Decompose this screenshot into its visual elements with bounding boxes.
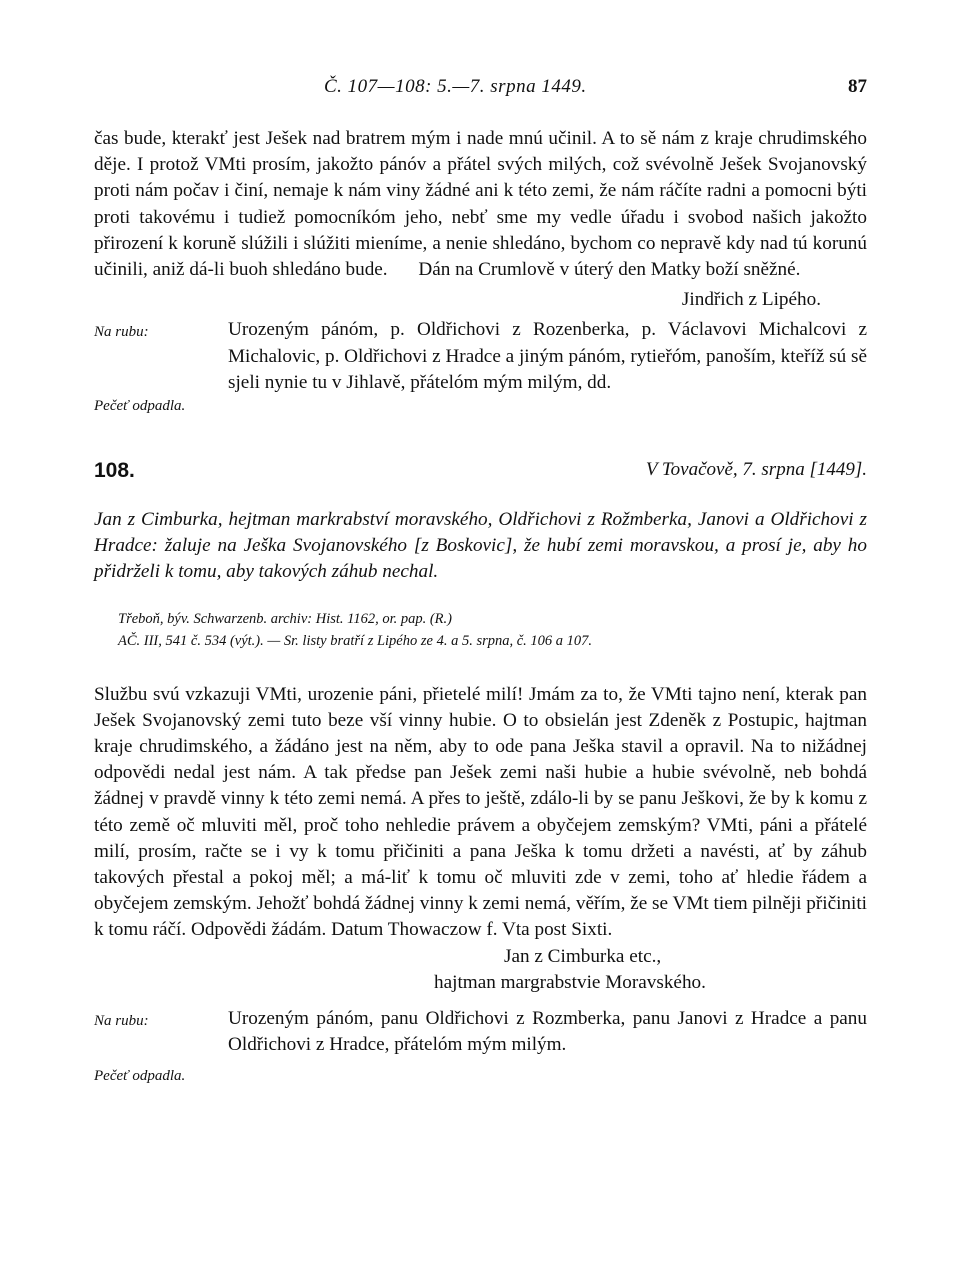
doc107-body — [94, 126, 867, 283]
doc107-seal-note: Pečeť odpadla. — [94, 398, 186, 415]
doc108-archive — [94, 608, 867, 652]
doc108-signature-line2: hajtman margrabstvie Moravského. — [434, 971, 706, 993]
doc108-heading — [94, 459, 867, 493]
doc108-signature-line1: Jan z Cimburka etc., — [504, 945, 662, 967]
doc107-rubu-text: Urozeným pánóm, p. Oldřichovi z Rozenberka, p. Václavovi Michalcovi z Michalovic, p. Oldřichovi z Hradce a jiným pánóm, rytieřóm, panoším, kteříž sú sě sjeli nynie tu v Jihlavě, přátelóm mým milým, dd. — [228, 319, 867, 393]
doc107-dated: Dán na Crumlově v úterý den Matky boží sněžné. — [418, 259, 801, 281]
running-title: Č. 107—108: 5.—7. srpna 1449. — [324, 76, 587, 97]
doc108-rubu — [94, 1006, 867, 1058]
doc107-signature: Jindřich z Lipého. — [681, 289, 821, 311]
running-head — [94, 76, 867, 106]
doc108-rubu-label: Na rubu: — [94, 1013, 149, 1030]
page — [94, 76, 867, 1085]
doc107-rubu-label: Na rubu: — [94, 324, 149, 341]
doc108-text: Službu svú vzkazuji VMti, urozenie páni, přietelé milí! Jmám za to, že VMti tajno není, kterak pan Ješek Svojanovský zemi tuto beze vší vinny hubie. O to obsielán jest Zdeněk z Postupic, hajtman kraje chrudimského, a žádáno jest na něm, aby to ode pana Ješka stavil a opravil. Na to nižádnej odpovědi nedal jest nám. A tak předse pan Ješek zemi naši hubie a hubie svévolně, neb bohdá žádnej v pravdě vinny k této zemi nemá. A přes to ještě, zdálo-li by se panu Ješkovi, že by k komu z této země oč mluviti měl, proč toho nehledie právem a obyčejem zemským? VMti, páni a přátelé milí, prosím, račte se i vy k tomu přičiniti a pana Ješka k tomu držeti a navésti, ať by záhub takových přestal a pokoj měl; a má-liť k tomu oč mluviti zde v zemi, toho ať hledie řádem a obyčejem zemským. Jehožť bohdá žádnej vinny k zemi nemá, věřím, že se VMt tiem pilněji přičiniti k tomu ráčí. Odpovědi žádám. Datum Thowaczow f. Vta post Sixti. — [94, 683, 867, 941]
doc108-regest: Jan z Cimburka, hejtman markrabství moravského, Oldřichovi z Rožmberka, Janovi a Oldřichovi z Hradce: žaluje na Ješka Svojanovského [z Boskovic], že hubí zemi moravskou, a prosí je, aby ho přidrželi k tomu, aby takových záhub nechal. — [94, 509, 867, 583]
doc108-rubu-text: Urozeným pánóm, panu Oldřichovi z Rozmberka, panu Janovi z Hradce a panu Oldřichovi z Hradce, přátelóm mým milým. — [228, 1008, 867, 1056]
doc108-number: 108. — [94, 459, 135, 483]
doc107-text: čas bude, kterakť jest Ješek nad bratrem mým i nade mnú učinil. A to sě nám z kraje chrudimského děje. I protož VMti prosím, jakožto pánóv a přátel svých milých, což svévolně Ješek Svojanovský proti nám počav i činí, nemaje k nám viny žádné ani k této zemi, že nám ráčíte radni a pomocni býti proti takovému i tudiež pomocníkóm jeho, nebť sme my vedle úřadu i svobod našich jakožto přirození k koruně slúžili i slúžiti mieníme, a nenie shledáno, bychom co nepravě kdy nad tú korunú učinili, aniž dá-li buoh shledáno bude. — [94, 128, 867, 281]
page-number: 87 — [848, 76, 867, 97]
doc107-rubu — [94, 317, 867, 396]
doc108-signature — [94, 944, 867, 996]
doc108-archive-line2: AČ. III, 541 č. 534 (výt.). — Sr. listy bratří z Lipého ze 4. a 5. srpna, č. 106 a 107. — [118, 632, 593, 649]
doc108-seal-note: Pečeť odpadla. — [94, 1068, 186, 1085]
doc108-place-date: V Tovačově, 7. srpna [1449]. — [645, 459, 867, 481]
doc108-archive-line1: Třeboň, býv. Schwarzenb. archiv: Hist. 1162, or. pap. (R.) — [118, 610, 452, 627]
